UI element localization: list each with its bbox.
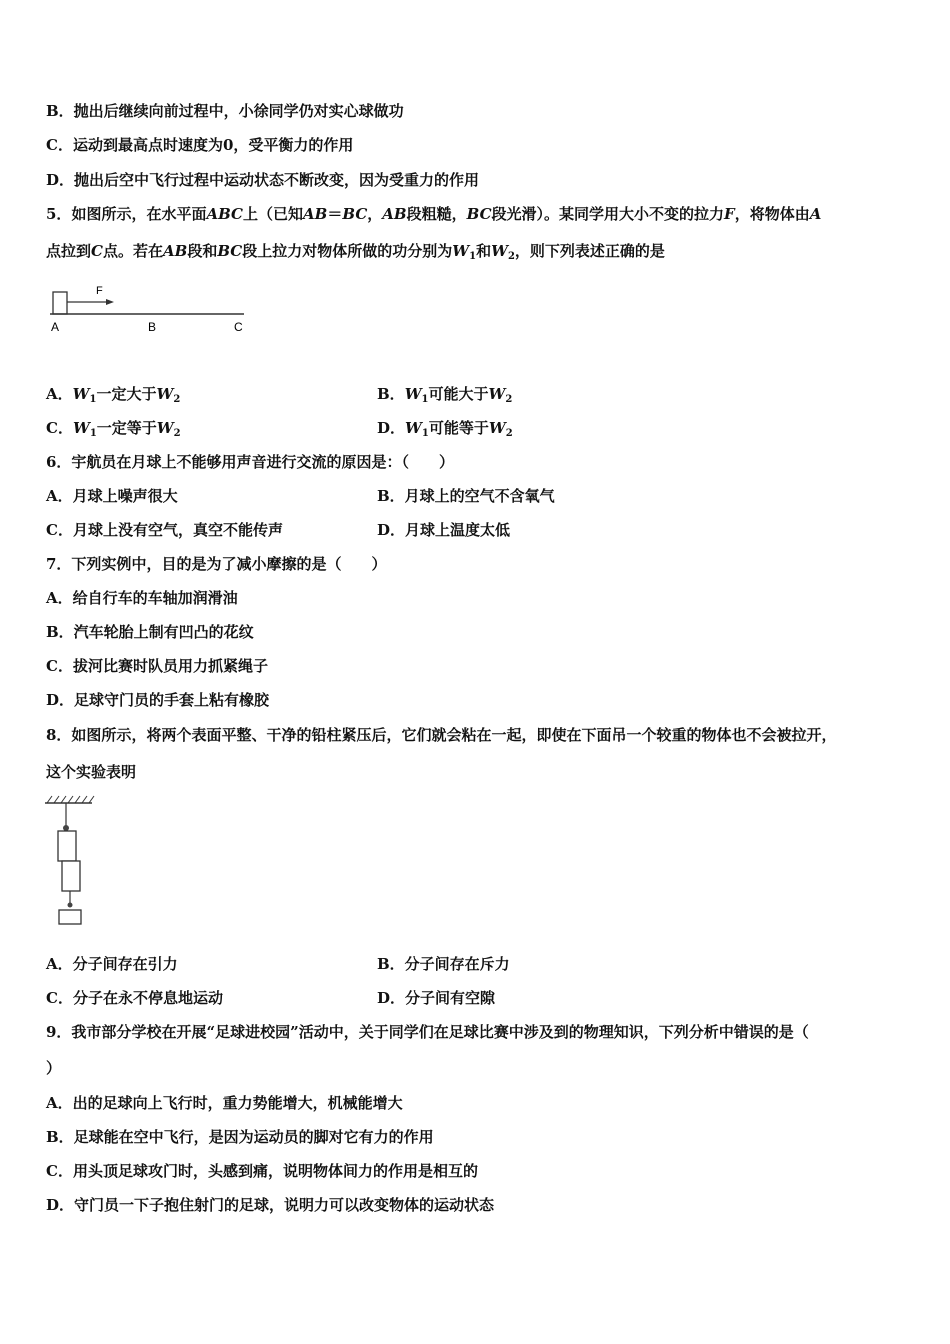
q5-option-b: B．$W_1$可能大于$W_2$: [377, 385, 513, 405]
q8-option-a: A．分子间存在引力: [46, 955, 178, 973]
q7-option-d: D．足球守门员的手套上粘有橡胶: [46, 691, 270, 709]
q8-stem-line2: 这个实验表明: [46, 763, 137, 781]
lower-lead-cylinder: [62, 861, 80, 891]
q6-option-c: C．月球上没有空气，真空不能传声: [46, 521, 283, 539]
hanging-weight: [59, 910, 81, 924]
q8-option-d: D．分子间有空隙: [377, 989, 496, 1007]
q9-option-d: D．守门员一下子抱住射门的足球，说明力可以改变物体的运动状态: [46, 1196, 495, 1214]
q9-stem-line1: 9．我市部分学校在开展“足球进校园”活动中，关于同学们在足球比赛中涉及到的物理知识，下列分析中错误的是（: [46, 1023, 809, 1041]
lower-hook: [68, 903, 73, 908]
q5-option-d: D．$W_1$可能等于$W_2$: [377, 419, 513, 439]
point-a-label: A: [51, 320, 60, 334]
q6-option-b: B．月球上的空气不含氧气: [377, 487, 555, 505]
force-arrowhead: [106, 299, 114, 305]
upper-lead-cylinder: [58, 831, 76, 861]
q4-option-c: C．运动到最高点时速度为0，受平衡力的作用: [46, 136, 354, 154]
q6-option-d: D．月球上温度太低: [377, 521, 511, 539]
point-b-label: B: [148, 320, 157, 334]
q5-option-a: A．$W_1$一定大于$W_2$: [46, 385, 181, 405]
q5-option-c: C．$W_1$一定等于$W_2$: [46, 419, 181, 439]
ceiling-hatch: [47, 796, 94, 803]
q5-figure: [44, 280, 254, 340]
q4-option-b: B．抛出后继续向前过程中，小徐同学仍对实心球做功: [46, 102, 404, 120]
q7-option-c: C．拔河比赛时队员用力抓紧绳子: [46, 657, 268, 675]
upper-hook: [63, 825, 69, 831]
q8-stem-line1: 8．如图所示，将两个表面平整、干净的铅柱紧压后，它们就会粘在一起，即使在下面吊一个较重的物体也不会被拉开，: [46, 726, 837, 744]
q8-figure: [42, 793, 98, 933]
q9-stem-line2: ）: [46, 1059, 62, 1077]
q9-option-a: A．出的足球向上飞行时，重力势能增大，机械能增大: [46, 1094, 403, 1112]
q9-option-b: B．足球能在空中飞行，是因为运动员的脚对它有力的作用: [46, 1128, 434, 1146]
point-c-label: C: [234, 320, 243, 334]
q4-option-d: D．抛出后空中飞行过程中运动状态不断改变，因为受重力的作用: [46, 171, 480, 189]
q7-stem: 7．下列实例中，目的是为了减小摩擦的是（ ）: [46, 555, 387, 573]
q8-option-c: C．分子在永不停息地运动: [46, 989, 223, 1007]
q8-option-b: B．分子间存在斥力: [377, 955, 510, 973]
q5-stem-line1: 5．如图所示，在水平面ABC上（已知AB＝BC，AB段粗糙，BC段光滑）。某同学用大小不变的拉力F，将物体由A: [46, 205, 822, 223]
q6-option-a: A．月球上噪声很大: [46, 487, 178, 505]
q7-option-a: A．给自行车的车轴加润滑油: [46, 589, 238, 607]
q6-stem: 6．宇航员在月球上不能够用声音进行交流的原因是：（ ）: [46, 453, 454, 471]
q5-stem-line2: 点拉到C点。若在AB段和BC段上拉力对物体所做的功分别为$W_1$和$W_2$，则下列表述正确的是: [46, 242, 665, 262]
force-label: F: [96, 285, 103, 297]
block: [53, 292, 67, 314]
q7-option-b: B．汽车轮胎上制有凹凸的花纹: [46, 623, 254, 641]
q9-option-c: C．用头顶足球攻门时，头感到痛，说明物体间力的作用是相互的: [46, 1162, 478, 1180]
